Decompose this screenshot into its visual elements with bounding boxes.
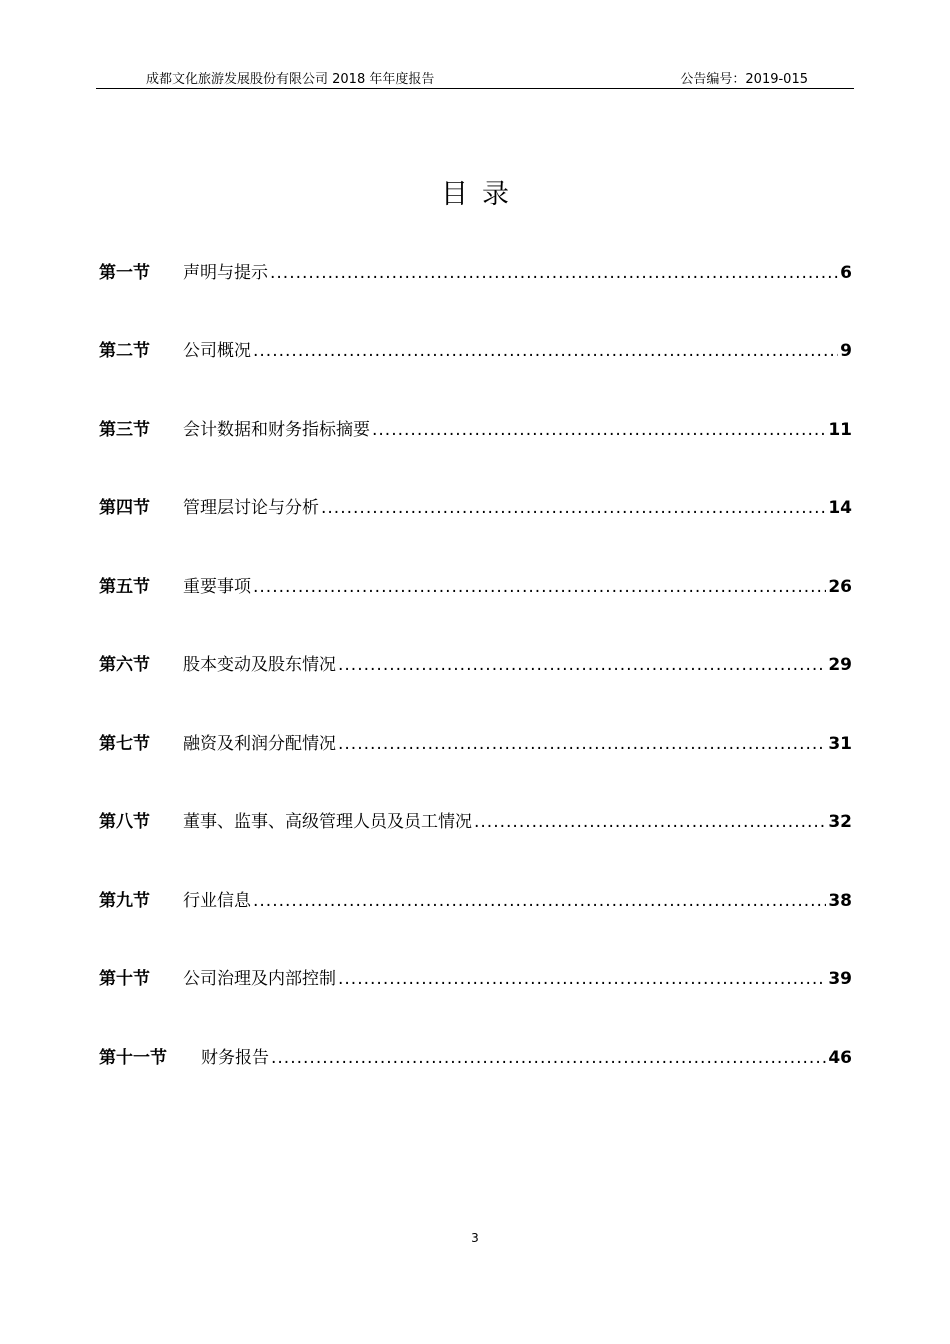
toc-section-title: 公司治理及内部控制	[183, 969, 336, 989]
toc-page-number: 14	[828, 498, 852, 518]
toc-entry-11[interactable]	[99, 1043, 852, 1069]
toc-section-number: 第十一节	[99, 1048, 167, 1068]
toc-section-title: 管理层讨论与分析	[183, 498, 319, 518]
page-number: 3	[471, 1231, 479, 1245]
toc-section-number: 第六节	[99, 655, 150, 675]
toc-section-title: 会计数据和财务指标摘要	[183, 420, 370, 440]
toc-section-number: 第七节	[99, 734, 150, 754]
toc-section-number: 第二节	[99, 341, 150, 361]
toc-page-number: 9	[840, 341, 852, 361]
toc-leader-dots	[253, 891, 826, 911]
toc-page-number: 38	[828, 891, 852, 911]
toc-section-title: 股本变动及股东情况	[183, 655, 336, 675]
toc-leader-dots	[338, 734, 826, 754]
toc-section-title: 融资及利润分配情况	[183, 734, 336, 754]
toc-leader-dots	[338, 969, 826, 989]
toc-page-number: 26	[828, 577, 852, 597]
toc-leader-dots	[338, 655, 826, 675]
toc-page-number: 6	[840, 263, 852, 283]
toc-leader-dots	[474, 812, 826, 832]
toc-entry-10[interactable]	[99, 964, 852, 990]
toc-section-title: 公司概况	[183, 341, 251, 361]
toc-entry-6[interactable]	[99, 650, 852, 676]
toc-section-title: 行业信息	[183, 891, 251, 911]
toc-leader-dots	[372, 420, 826, 440]
toc-page-number: 32	[828, 812, 852, 832]
toc-entry-2[interactable]	[99, 336, 852, 362]
toc-section-title: 董事、监事、高级管理人员及员工情况	[183, 812, 472, 832]
toc-entry-9[interactable]	[99, 886, 852, 912]
announcement-number: 公告编号：2019-015	[680, 72, 808, 87]
toc-page-number: 39	[828, 969, 852, 989]
toc-title: 目录	[441, 179, 523, 210]
toc-entry-7[interactable]	[99, 729, 852, 755]
toc-entry-8[interactable]	[99, 807, 852, 833]
toc-leader-dots	[271, 1048, 826, 1068]
toc-entry-1[interactable]	[99, 258, 852, 284]
toc-leader-dots	[321, 498, 826, 518]
toc-section-number: 第三节	[99, 420, 150, 440]
toc-section-title: 声明与提示	[183, 263, 268, 283]
toc-section-number: 第九节	[99, 891, 150, 911]
toc-section-title: 重要事项	[183, 577, 251, 597]
toc-section-number: 第八节	[99, 812, 150, 832]
toc-page-number: 11	[828, 420, 852, 440]
toc-entry-5[interactable]	[99, 572, 852, 598]
report-title: 成都文化旅游发展股份有限公司 2018 年年度报告	[146, 72, 435, 87]
toc-leader-dots	[253, 577, 826, 597]
page-header	[96, 66, 854, 89]
toc-section-number: 第十节	[99, 969, 150, 989]
toc-section-number: 第四节	[99, 498, 150, 518]
toc-entry-4[interactable]	[99, 493, 852, 519]
toc-section-number: 第五节	[99, 577, 150, 597]
toc-entry-3[interactable]	[99, 415, 852, 441]
toc-section-title: 财务报告	[201, 1048, 269, 1068]
toc-page-number: 29	[828, 655, 852, 675]
toc-leader-dots	[270, 263, 838, 283]
toc-section-number: 第一节	[99, 263, 150, 283]
toc-page-number: 31	[828, 734, 852, 754]
toc-leader-dots	[253, 341, 838, 361]
toc-page-number: 46	[828, 1048, 852, 1068]
